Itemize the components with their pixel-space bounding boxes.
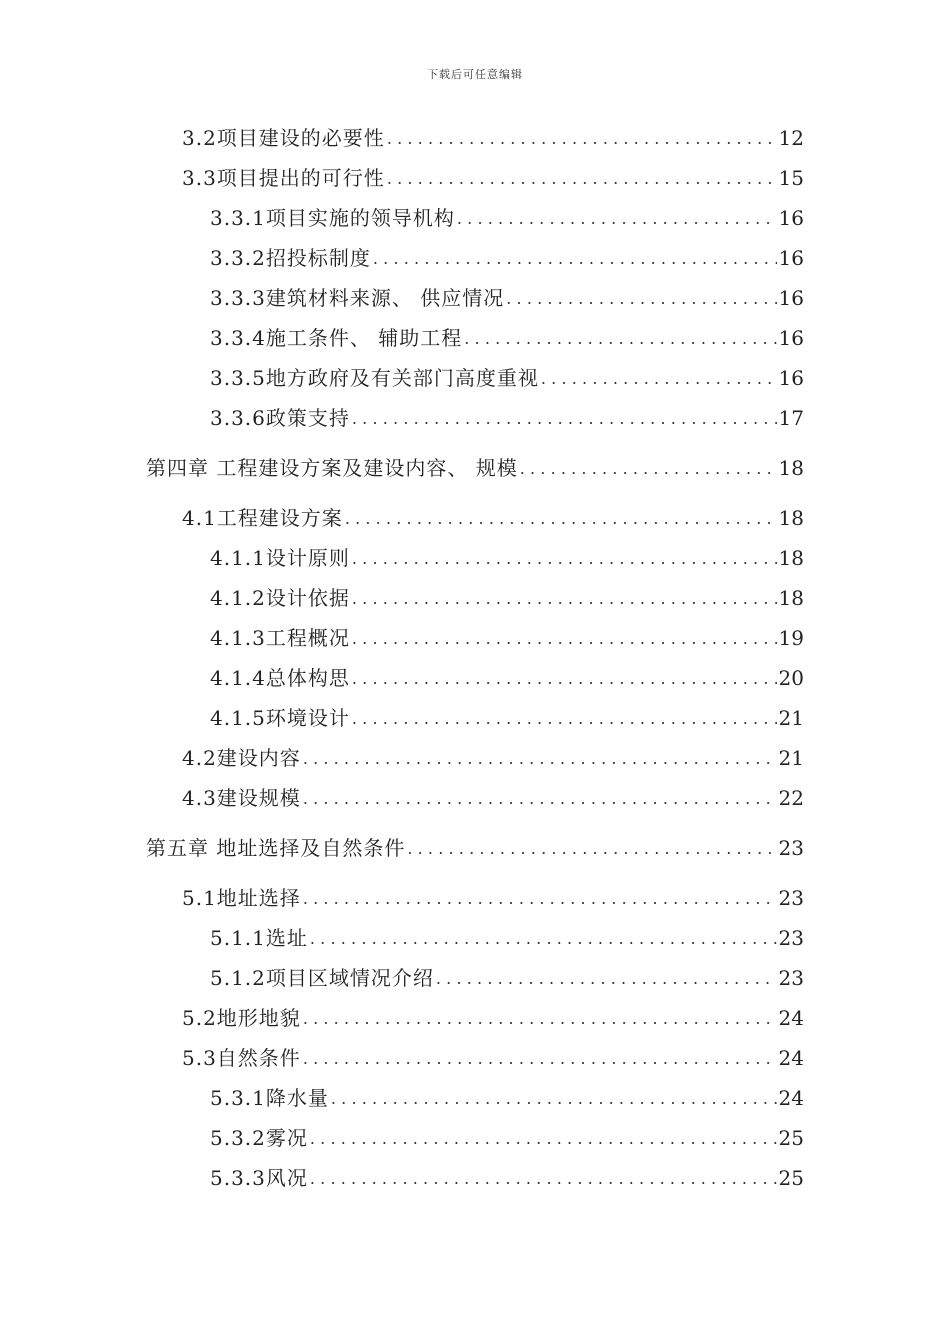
toc-entry-title: 5.3.2雾况 bbox=[210, 1126, 308, 1150]
toc-entry-page: 15 bbox=[778, 166, 804, 190]
toc-dot-leader bbox=[541, 366, 777, 392]
toc-entry-page: 24 bbox=[778, 1086, 804, 1110]
toc-entry[interactable] bbox=[182, 784, 804, 812]
toc-entry-title: 4.1.4总体构思 bbox=[210, 666, 350, 690]
toc-dot-leader bbox=[303, 746, 777, 772]
toc-dot-leader bbox=[387, 126, 777, 152]
toc-entry[interactable] bbox=[210, 1164, 804, 1192]
toc-dot-leader bbox=[457, 206, 777, 232]
toc-entry-page: 23 bbox=[778, 886, 804, 910]
toc-dot-leader bbox=[373, 246, 777, 272]
toc-dot-leader bbox=[352, 546, 777, 572]
toc-entry[interactable] bbox=[182, 744, 804, 772]
toc-entry[interactable] bbox=[182, 164, 804, 192]
toc-dot-leader bbox=[352, 586, 777, 612]
toc-entry-page: 18 bbox=[778, 586, 804, 610]
toc-entry-page: 16 bbox=[778, 366, 804, 390]
toc-entry-title: 4.2建设内容 bbox=[182, 746, 301, 770]
toc-entry-title: 4.1.2设计依据 bbox=[210, 586, 350, 610]
toc-entry[interactable] bbox=[210, 964, 804, 992]
toc-dot-leader bbox=[310, 1126, 777, 1152]
toc-dot-leader bbox=[331, 1086, 777, 1112]
toc-entry-title: 第四章 工程建设方案及建设内容、 规模 bbox=[146, 456, 518, 480]
toc-entry-page: 21 bbox=[778, 746, 804, 770]
toc-entry[interactable] bbox=[210, 364, 804, 392]
toc-entry-page: 23 bbox=[778, 836, 804, 860]
toc-dot-leader bbox=[310, 926, 777, 952]
toc-entry-page: 21 bbox=[778, 706, 804, 730]
toc-entry-page: 23 bbox=[778, 926, 804, 950]
toc-entry-page: 18 bbox=[778, 456, 804, 480]
toc-entry[interactable] bbox=[210, 584, 804, 612]
toc-entry[interactable] bbox=[210, 324, 804, 352]
toc-entry-title: 5.3自然条件 bbox=[182, 1046, 301, 1070]
toc-entry-title: 4.1.5环境设计 bbox=[210, 706, 350, 730]
toc-entry-title: 3.3.3建筑材料来源、 供应情况 bbox=[210, 286, 505, 310]
toc-entry[interactable] bbox=[210, 704, 804, 732]
toc-entry[interactable] bbox=[210, 624, 804, 652]
toc-entry-page: 16 bbox=[778, 326, 804, 350]
toc-entry-title: 3.3.1项目实施的领导机构 bbox=[210, 206, 455, 230]
toc-entry[interactable] bbox=[210, 404, 804, 432]
toc-entry[interactable] bbox=[210, 664, 804, 692]
toc-entry-title: 4.1工程建设方案 bbox=[182, 506, 343, 530]
toc-entry-page: 24 bbox=[778, 1006, 804, 1030]
toc-entry-title: 5.1.1选址 bbox=[210, 926, 308, 950]
toc-entry-page: 23 bbox=[778, 966, 804, 990]
toc-dot-leader bbox=[303, 786, 777, 812]
toc-entry-page: 20 bbox=[778, 666, 804, 690]
toc-entry-title: 5.1.2项目区域情况介绍 bbox=[210, 966, 434, 990]
toc-dot-leader bbox=[464, 326, 776, 352]
toc-chapter-entry[interactable] bbox=[146, 454, 804, 482]
toc-entry-page: 17 bbox=[778, 406, 804, 430]
toc-entry-title: 3.2项目建设的必要性 bbox=[182, 126, 385, 150]
page-header: 下载后可任意编辑 bbox=[427, 68, 523, 81]
toc-entry[interactable] bbox=[182, 504, 804, 532]
toc-entry[interactable] bbox=[210, 204, 804, 232]
toc-entry[interactable] bbox=[210, 244, 804, 272]
toc-entry-page: 18 bbox=[778, 546, 804, 570]
toc-entry-title: 5.2地形地貌 bbox=[182, 1006, 301, 1030]
toc-entry-title: 5.1地址选择 bbox=[182, 886, 301, 910]
toc-entry-page: 19 bbox=[778, 626, 804, 650]
toc-entry-page: 24 bbox=[778, 1046, 804, 1070]
toc-entry-title: 第五章 地址选择及自然条件 bbox=[146, 836, 406, 860]
toc-entry-title: 3.3.5地方政府及有关部门高度重视 bbox=[210, 366, 539, 390]
toc-entry[interactable] bbox=[210, 284, 804, 312]
toc-entry-page: 16 bbox=[778, 206, 804, 230]
toc-entry[interactable] bbox=[182, 884, 804, 912]
toc-entry-title: 5.3.1降水量 bbox=[210, 1086, 329, 1110]
toc-entry[interactable] bbox=[182, 1044, 804, 1072]
toc-dot-leader bbox=[303, 1006, 777, 1032]
toc-dot-leader bbox=[303, 886, 777, 912]
toc-entry-page: 22 bbox=[778, 786, 804, 810]
toc-chapter-entry[interactable] bbox=[146, 834, 804, 862]
toc-entry[interactable] bbox=[210, 1084, 804, 1112]
toc-entry[interactable] bbox=[210, 544, 804, 572]
toc-entry-title: 3.3.2招投标制度 bbox=[210, 246, 371, 270]
toc-dot-leader bbox=[436, 966, 777, 992]
toc-dot-leader bbox=[352, 626, 777, 652]
toc-dot-leader bbox=[345, 506, 777, 532]
toc-dot-leader bbox=[387, 166, 777, 192]
toc-dot-leader bbox=[407, 836, 776, 862]
toc-entry-title: 4.3建设规模 bbox=[182, 786, 301, 810]
toc-entry-page: 18 bbox=[778, 506, 804, 530]
toc-entry-title: 4.1.3工程概况 bbox=[210, 626, 350, 650]
toc-entry[interactable] bbox=[182, 124, 804, 152]
toc-dot-leader bbox=[303, 1046, 777, 1072]
toc-entry-title: 4.1.1设计原则 bbox=[210, 546, 350, 570]
toc-dot-leader bbox=[520, 456, 777, 482]
toc-entry[interactable] bbox=[210, 1124, 804, 1152]
toc-entry-page: 25 bbox=[778, 1126, 804, 1150]
toc-entry-page: 16 bbox=[778, 246, 804, 270]
toc-entry[interactable] bbox=[210, 924, 804, 952]
toc-entry-title: 5.3.3风况 bbox=[210, 1166, 308, 1190]
toc-entry[interactable] bbox=[182, 1004, 804, 1032]
toc-dot-leader bbox=[352, 406, 777, 432]
toc-entry-page: 16 bbox=[778, 286, 804, 310]
toc-dot-leader bbox=[352, 706, 777, 732]
toc-dot-leader bbox=[310, 1166, 777, 1192]
toc-entry-page: 25 bbox=[778, 1166, 804, 1190]
toc-dot-leader bbox=[506, 286, 776, 312]
toc-entry-title: 3.3.4施工条件、 辅助工程 bbox=[210, 326, 463, 350]
toc-dot-leader bbox=[352, 666, 777, 692]
toc-entry-page: 12 bbox=[778, 126, 804, 150]
toc-entry-title: 3.3项目提出的可行性 bbox=[182, 166, 385, 190]
toc-entry-title: 3.3.6政策支持 bbox=[210, 406, 350, 430]
